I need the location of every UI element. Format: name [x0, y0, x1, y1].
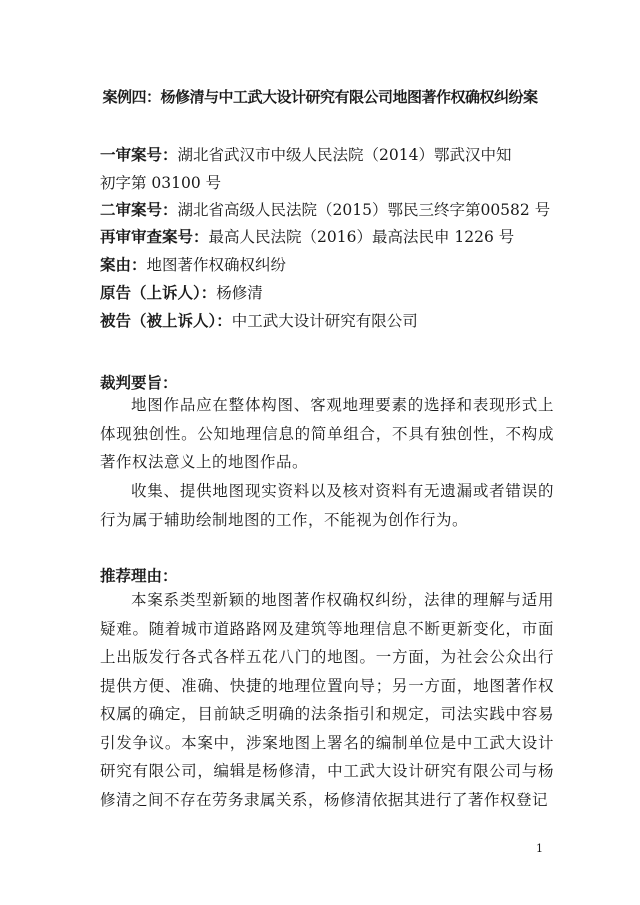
retrial-review-value: 最高人民法院（2016）最高法民申 1226 号 — [208, 228, 515, 246]
first-instance-line-cont — [100, 173, 221, 193]
ruling-gist-heading: 裁判要旨： — [100, 374, 178, 392]
retrial-review-line — [100, 227, 514, 247]
ruling-gist-paragraph-2: 收集、提供地图现实资料以及核对资料有无遗漏或者错误的行为属于辅助绘制地图的工作，不能视为创作行为。 — [100, 482, 554, 529]
cause-value: 地图著作权确权纠纷 — [146, 256, 287, 274]
retrial-review-label: 再审审查案号： — [100, 228, 209, 246]
recommendation-heading: 推荐理由： — [100, 567, 178, 585]
page-number: 1 — [536, 842, 543, 855]
first-instance-line — [100, 145, 511, 165]
plaintiff-label: 原告（上诉人）： — [100, 284, 217, 302]
first-instance-label: 一审案号： — [100, 146, 178, 164]
second-instance-label: 二审案号： — [100, 201, 178, 219]
first-instance-value: 湖北省武汉市中级人民法院（2014）鄂武汉中知 — [177, 146, 512, 164]
plaintiff-value: 杨修清 — [216, 284, 263, 302]
case-title: 案例四：杨修清与中工武大设计研究有限公司地图著作权确权纠纷案 — [102, 88, 538, 106]
defendant-value: 中工武大设计研究有限公司 — [231, 312, 418, 330]
defendant-line — [100, 311, 418, 331]
defendant-label: 被告（被上诉人）： — [100, 312, 232, 330]
second-instance-value: 湖北省高级人民法院（2015）鄂民三终字第00582 号 — [177, 201, 551, 219]
cause-line — [100, 255, 286, 275]
second-instance-line — [100, 200, 550, 220]
first-instance-value-cont: 初字第 03100 号 — [100, 174, 222, 192]
recommendation-paragraph: 本案系类型新颖的地图著作权确权纠纷，法律的理解与适用疑难。随着城市道路路网及建筑等地理信息不断更新变化，市面上出版发行各式各样五花八门的地图。一方面，为社会公众出行提供方便、准确、快捷的地理位置向导；另一方面，地图著作权权属的确定，目前缺乏明确的法条指引和规定，司法实践中容易引发争议。本案中，涉案地图上署名的编制单位是中工武大设计研究有限公司，编辑是杨修清，中工武大设计研究有限公司与杨修清之间不存在劳务隶属关系，杨修清依据其进行了著作权登记 — [100, 591, 554, 809]
ruling-gist-paragraph-1: 地图作品应在整体构图、客观地理要素的选择和表现形式上体现独创性。公知地理信息的简单组合，不具有独创性，不构成著作权法意义上的地图作品。 — [100, 396, 554, 471]
plaintiff-line — [100, 283, 263, 303]
cause-label: 案由： — [100, 256, 147, 274]
